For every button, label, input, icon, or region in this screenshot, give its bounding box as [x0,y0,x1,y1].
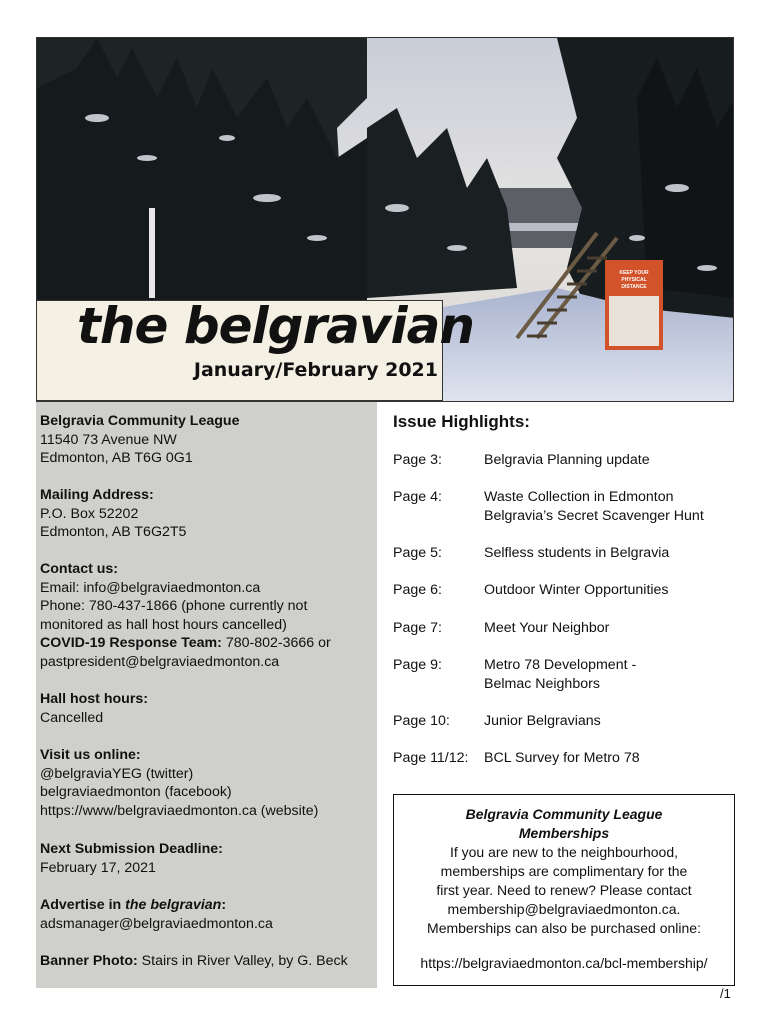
contact-phone-line2: monitored as hall host hours cancelled) [40,616,287,633]
banner-credit-label: Banner Photo: [40,953,138,969]
membership-heading [394,805,734,843]
highlight-item [393,749,640,768]
address-line1: 11540 73 Avenue NW [40,431,177,448]
advertise-suffix: : [221,897,227,913]
address-line2: Edmonton, AB T6G 0G1 [40,450,193,467]
contact-sidebar [36,402,377,988]
highlight-desc: Belgravia’s Secret Scavenger Hunt [484,508,704,524]
contact-email[interactable]: Email: info@belgraviaedmonton.ca [40,579,261,596]
deadline-block [40,840,223,877]
highlight-desc: Metro 78 Development - [484,657,637,673]
org-name: Belgravia Community League [40,413,240,429]
newsletter-title: the belgravian [77,297,474,355]
highlight-page: Page 4: [393,489,442,505]
covid-email[interactable]: pastpresident@belgraviaedmonton.ca [40,653,280,670]
highlights-title: Issue Highlights: [393,412,530,431]
highlight-page: Page 11/12: [393,750,469,766]
membership-heading-line2: Memberships [518,825,610,841]
contact-phone-line1: Phone: 780-437-1866 (phone currently not [40,598,308,615]
highlight-desc: Meet Your Neighbor [484,620,610,636]
highlight-desc: Belgravia Planning update [484,452,650,468]
advertise-prefix: Advertise in [40,897,126,913]
membership-body-line: Memberships can also be purchased online: [427,920,701,936]
online-block [40,746,318,820]
highlight-item [393,488,704,526]
membership-email-link[interactable]: membership@belgraviaedmonton.ca. [447,901,681,917]
mailing-line2: Edmonton, AB T6G2T5 [40,524,187,541]
highlight-desc: Waste Collection in Edmonton [484,489,674,505]
highlight-desc: Outdoor Winter Opportunities [484,582,669,598]
membership-body-line: If you are new to the neighbourhood, [449,844,679,860]
banner-credit-value: Stairs in River Valley, by G. Beck [137,953,348,969]
hall-value: Cancelled [40,709,104,726]
masthead [36,297,474,401]
highlight-item [393,656,636,694]
facebook-link[interactable]: belgraviaedmonton (facebook) [40,784,232,801]
online-heading: Visit us online: [40,747,141,763]
deadline-value: February 17, 2021 [40,859,156,876]
deadline-heading: Next Submission Deadline: [40,841,223,857]
highlight-item [393,712,601,731]
membership-box [393,794,735,986]
issue-date: January/February 2021 [193,359,438,381]
highlight-page: Page 9: [393,657,442,673]
membership-url-link[interactable]: https://belgraviaedmonton.ca/bcl-membership/ [420,955,708,971]
covid-phone: 780-802-3666 or [221,635,331,652]
highlight-item [393,451,650,470]
highlight-page: Page 10: [393,713,450,729]
sign-text-line2: PHYSICAL [621,277,647,283]
highlight-item [393,581,669,600]
sign-text-line1: KEEP YOUR [619,270,649,276]
mailing-block [40,486,186,542]
highlight-desc: Junior Belgravians [484,713,601,729]
page-number: /1 [720,986,731,1001]
advertise-block [40,896,273,933]
membership-heading-line1: Belgravia Community League [465,806,663,822]
highlight-desc: Selfless students in Belgravia [484,545,670,561]
highlight-page: Page 6: [393,582,442,598]
highlight-item [393,619,609,638]
membership-body-line: first year. Need to renew? Please contact [436,882,692,898]
contact-heading: Contact us: [40,561,119,577]
hall-hours-block [40,690,148,727]
banner-credit-block [40,952,348,971]
mailing-line1: P.O. Box 52202 [40,505,139,522]
twitter-link[interactable]: @belgraviaYEG (twitter) [40,765,194,782]
hall-heading: Hall host hours: [40,691,148,707]
website-link[interactable]: https://www/belgraviaedmonton.ca (website) [40,802,319,819]
highlight-item [393,544,669,563]
highlight-page: Page 3: [393,452,442,468]
mailing-heading: Mailing Address: [40,487,154,503]
covid-label: COVID-19 Response Team: [40,635,222,652]
membership-body [394,843,734,938]
highlight-desc: BCL Survey for Metro 78 [484,750,640,766]
membership-body-line: memberships are complimentary for the [440,863,688,879]
advertise-email[interactable]: adsmanager@belgraviaedmonton.ca [40,915,273,932]
advertise-publication: the belgravian [125,897,222,913]
org-address-block [40,412,239,468]
highlight-desc: Belmac Neighbors [484,676,600,692]
highlight-page: Page 7: [393,620,442,636]
sign-text-line3: DISTANCE [621,284,647,290]
contact-block [40,560,331,672]
highlight-page: Page 5: [393,545,442,561]
